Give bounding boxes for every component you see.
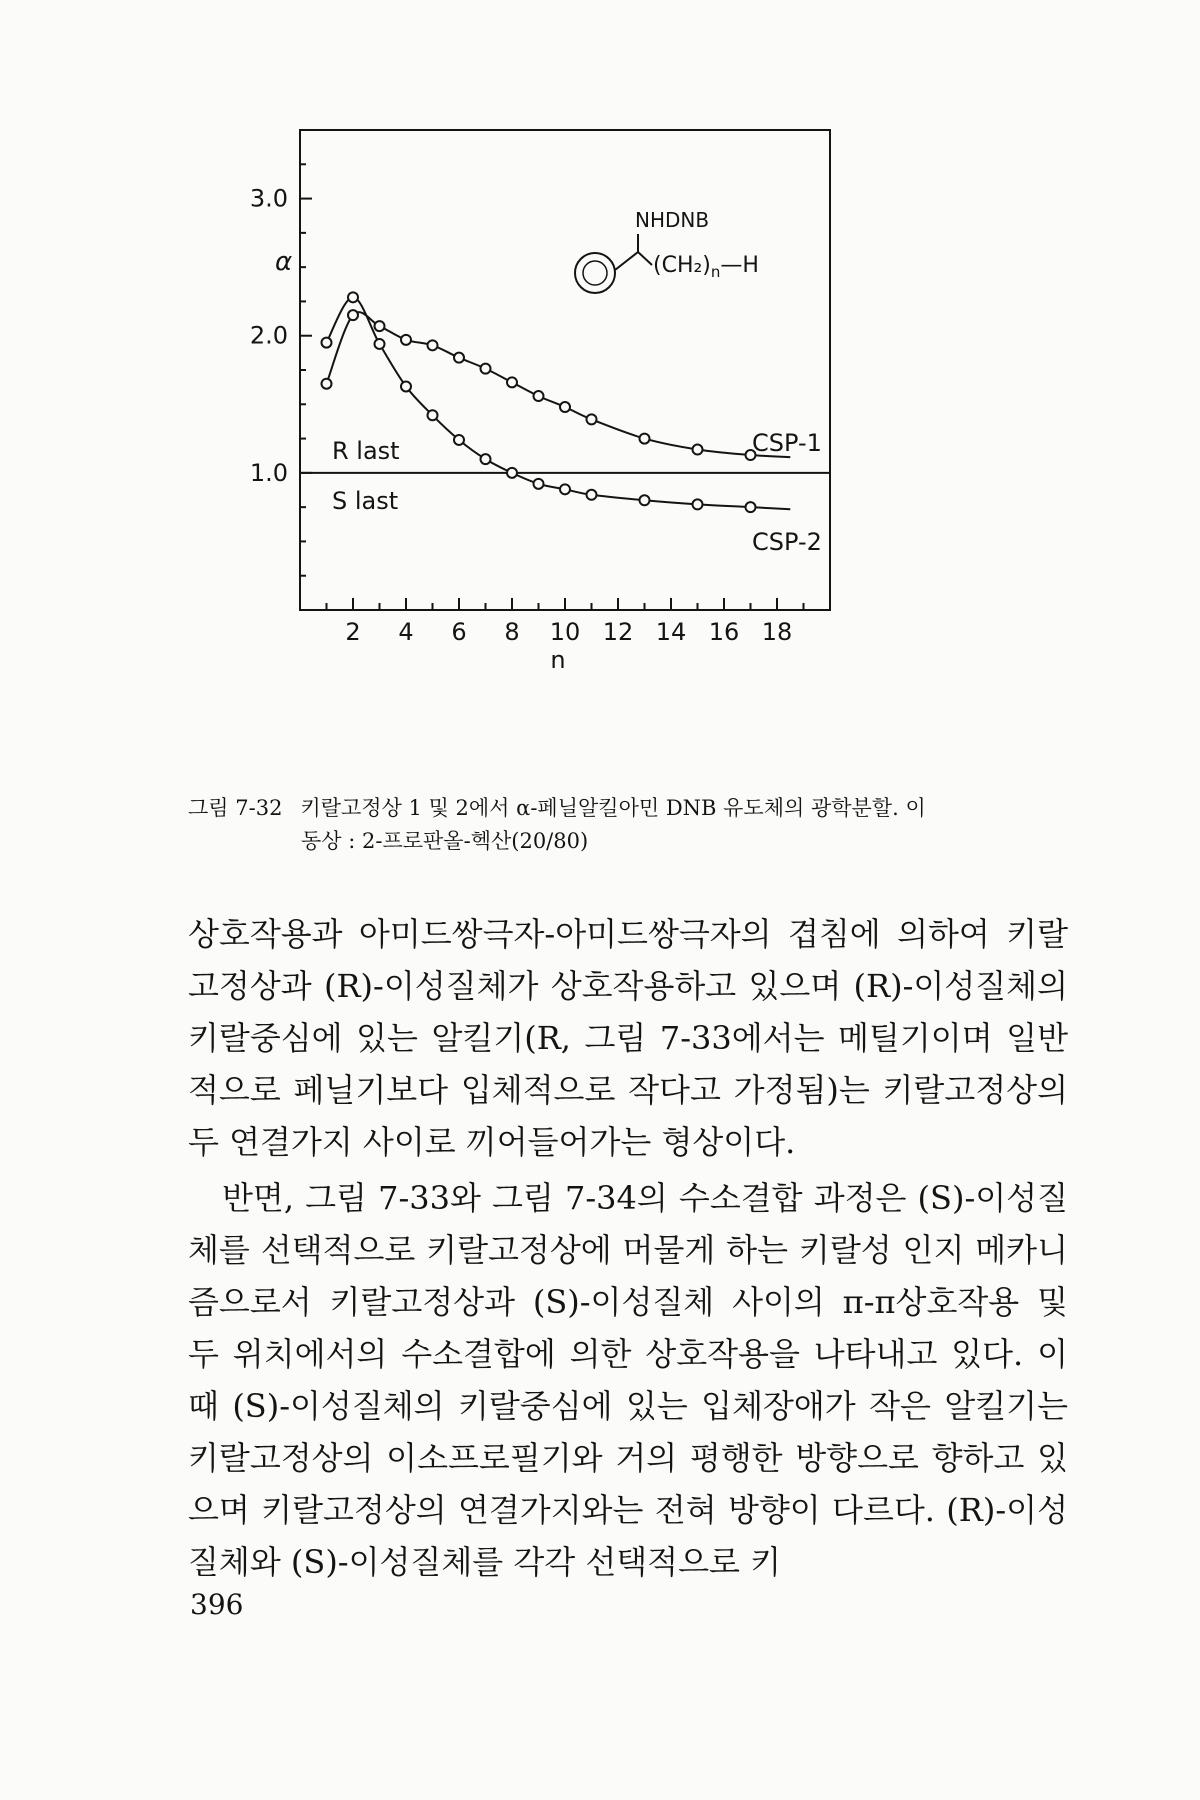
paragraph-1: 상호작용과 아미드쌍극자-아미드쌍극자의 겹침에 의하여 키랄고정상과 (R)-이성질체가 상호작용하고 있으며 (R)-이성질체의 키랄중심에 있는 알킬기(R, 그림 7-33에서는 메틸기이며 일반적으로 페닐기보다 입체적으로 작다고 가정됨)는 키랄고정상의 두 연결가지 사이로 끼어들어가는 형상이다. [188,915,1068,1161]
data-point-csp-2 [746,502,756,512]
page-number: 396 [190,1588,244,1621]
data-point-csp-2 [375,339,385,349]
figure-caption [188,792,1068,858]
caption-text: 키랄고정상 1 및 2에서 α-페닐알킬아민 DNB 유도체의 광학분할. 이 [300,796,926,820]
series-label-csp-1: CSP-1 [752,429,822,457]
caption-line-2: 동상 : 2-프로판올-헥산(20/80) [301,829,589,853]
data-point-csp-1 [507,377,517,387]
axis-ticks [300,164,804,610]
region-label-s-last: S last [332,487,399,515]
body-text [188,908,1068,1588]
region-label-r-last: R last [332,437,400,465]
x-tick-label: 18 [761,618,793,646]
data-point-csp-2 [693,499,703,509]
x-tick-label: 4 [398,618,414,646]
series-line-csp-1 [327,312,791,457]
data-point-csp-1 [693,445,703,455]
x-tick-label: 16 [708,618,740,646]
data-point-csp-1 [481,364,491,374]
data-point-csp-2 [560,484,570,494]
x-tick-label: 2 [345,618,361,646]
benzene-ring [575,253,615,293]
data-point-csp-1 [348,310,358,320]
data-point-csp-2 [454,435,464,445]
x-tick-labels [345,618,792,646]
y-tick-label: 1.0 [250,458,288,487]
structure-chain-label: $(CH_2)_n—H$ [653,253,759,281]
structure-group-label: NHDNB [635,208,710,232]
data-point-csp-1 [560,402,570,412]
data-point-csp-1 [587,414,597,424]
x-tick-label: 8 [504,618,520,646]
data-point-csp-2 [322,338,332,348]
chain-bond [638,252,652,265]
data-point-csp-2 [481,454,491,464]
phenyl-bond [615,252,638,270]
caption-figure-number: 그림 7-32 [188,796,283,820]
data-point-csp-2 [640,495,650,505]
y-tick-label: 2.0 [250,321,288,350]
data-point-csp-1 [428,340,438,350]
structure-formula [575,208,759,293]
series-group [322,292,791,512]
x-axis-label: n [550,646,566,674]
y-tick-label: 3.0 [250,184,288,213]
y-axis-label: α [275,247,293,277]
data-point-csp-2 [534,479,544,489]
plot-frame [300,130,830,610]
data-point-csp-2 [348,292,358,302]
data-point-csp-2 [401,381,411,391]
data-point-csp-1 [401,335,411,345]
alpha-vs-n-chart [250,120,970,770]
paragraph-2: 반면, 그림 7-33와 그림 7-34의 수소결합 과정은 (S)-이성질체를 선택적으로 키랄고정상에 머물게 하는 키랄성 인지 메카니즘으로서 키랄고정상과 (S)-이성질체 사이의 π-π상호작용 및 두 위치에서의 수소결합에 의한 상호작용을 나타내고 있다. 이때 (S)-이성질체의 키랄중심에 있는 입체장애가 작은 알킬기는 키랄고정상의 이소프로필기와 거의 평행한 방향으로 향하고 있으며 키랄고정상의 연결가지와는 전혀 방향이 다르다. (R)-이성질체와 (S)-이성질체를 각각 선택적으로 키 [188,1179,1068,1581]
data-point-csp-2 [587,490,597,500]
data-point-csp-1 [640,434,650,444]
x-tick-label: 14 [655,618,687,646]
series-label-csp-2: CSP-2 [752,528,822,556]
data-point-csp-2 [507,468,517,478]
caption-line-1 [188,792,1068,825]
data-point-csp-2 [428,410,438,420]
x-tick-label: 10 [549,618,581,646]
x-tick-label: 6 [451,618,467,646]
benzene-inner-ring [583,261,607,285]
data-point-csp-1 [454,353,464,363]
data-point-csp-1 [534,391,544,401]
data-point-csp-1 [375,321,385,331]
data-point-csp-1 [322,379,332,389]
y-tick-labels [250,185,288,487]
x-tick-label: 12 [602,618,634,646]
